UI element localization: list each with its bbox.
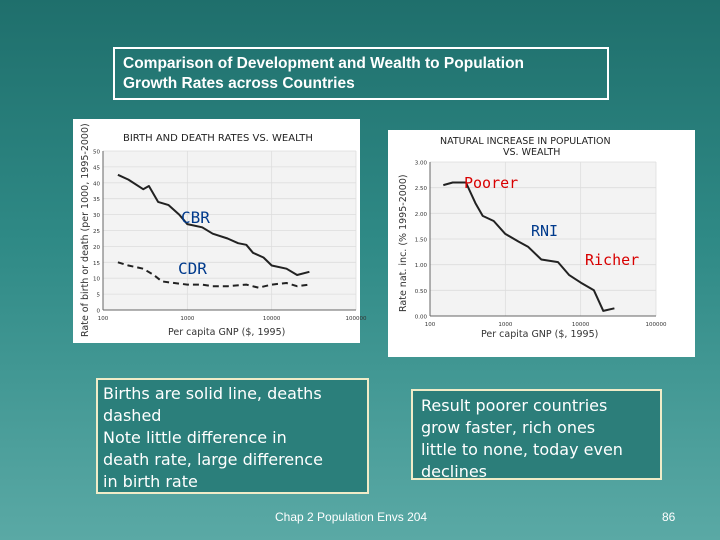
note-line: Births are solid line, deaths xyxy=(103,384,322,403)
y-tick-label: 1.00 xyxy=(414,263,427,270)
y-axis-label: Rate of birth or death (per 1000, 1995-2000) xyxy=(80,123,91,337)
series-label-cdr: CDR xyxy=(178,259,207,278)
y-tick-label: 40 xyxy=(93,181,100,188)
x-tick-label: 10000 xyxy=(571,322,590,328)
note-line: grow faster, rich ones xyxy=(421,418,596,437)
annotation-poorer: Poorer xyxy=(464,174,519,192)
y-axis-label: Rate nat. inc. (% 1995-2000) xyxy=(398,174,409,312)
y-tick-label: 2.00 xyxy=(414,211,427,218)
x-axis-label: Per capita GNP ($, 1995) xyxy=(168,327,286,338)
series-label-cbr: CBR xyxy=(181,208,210,227)
x-tick-label: 1000 xyxy=(180,316,195,322)
x-tick-label: 100000 xyxy=(645,322,667,328)
x-tick-label: 1000 xyxy=(498,322,513,328)
y-tick-label: 45 xyxy=(93,165,100,172)
x-tick-label: 100000 xyxy=(345,316,367,322)
y-tick-label: 25 xyxy=(93,229,100,235)
y-tick-label: 3.00 xyxy=(414,160,427,167)
note-line: Note little difference in xyxy=(103,428,287,447)
note-line: little to none, today even xyxy=(421,440,623,459)
annotation-richer: Richer xyxy=(585,251,640,269)
x-axis-label: Per capita GNP ($, 1995) xyxy=(481,329,599,340)
note-line: dashed xyxy=(103,406,162,425)
x-tick-label: 100 xyxy=(424,322,436,328)
footer-text: Chap 2 Population Envs 204 xyxy=(275,510,428,524)
y-tick-label: 50 xyxy=(93,149,100,156)
chart-title: BIRTH AND DEATH RATES VS. WEALTH xyxy=(123,133,313,144)
chart-title-line2: VS. WEALTH xyxy=(503,147,561,158)
y-tick-label: 1.50 xyxy=(414,237,427,244)
y-tick-label: 0.00 xyxy=(414,314,427,321)
grid xyxy=(103,151,356,310)
y-tick-label: 15 xyxy=(93,260,100,267)
note-line: in birth rate xyxy=(103,472,198,491)
birth-death-chart-panel xyxy=(73,119,367,343)
y-tick-label: 0 xyxy=(96,308,100,315)
y-tick-label: 5 xyxy=(96,292,100,299)
y-tick-label: 0.50 xyxy=(414,288,427,295)
note-line: declines xyxy=(421,462,488,481)
x-tick-label: 10000 xyxy=(262,316,281,322)
y-tick-label: 20 xyxy=(93,244,100,251)
y-tick-label: 30 xyxy=(93,213,100,220)
note-line: Result poorer countries xyxy=(421,396,608,415)
note-box-result xyxy=(411,389,662,480)
y-tick-label: 35 xyxy=(93,197,100,204)
x-tick-label: 100 xyxy=(97,316,109,322)
note-line: death rate, large difference xyxy=(103,450,323,469)
y-tick-label: 10 xyxy=(93,276,100,283)
slide-title-line1: Comparison of Development and Wealth to Population xyxy=(123,55,525,72)
slide-title-line2: Growth Rates across Countries xyxy=(123,75,355,92)
natural-increase-chart xyxy=(388,130,695,357)
note-box-births-deaths xyxy=(96,378,369,494)
chart-title: NATURAL INCREASE IN POPULATION xyxy=(440,136,611,147)
page-number: 86 xyxy=(662,510,676,524)
slide-title xyxy=(113,47,609,100)
natural-increase-chart-panel xyxy=(388,130,695,357)
birth-death-chart xyxy=(73,119,367,343)
y-tick-label: 2.50 xyxy=(414,186,427,193)
annotation-rni: RNI xyxy=(531,222,559,240)
